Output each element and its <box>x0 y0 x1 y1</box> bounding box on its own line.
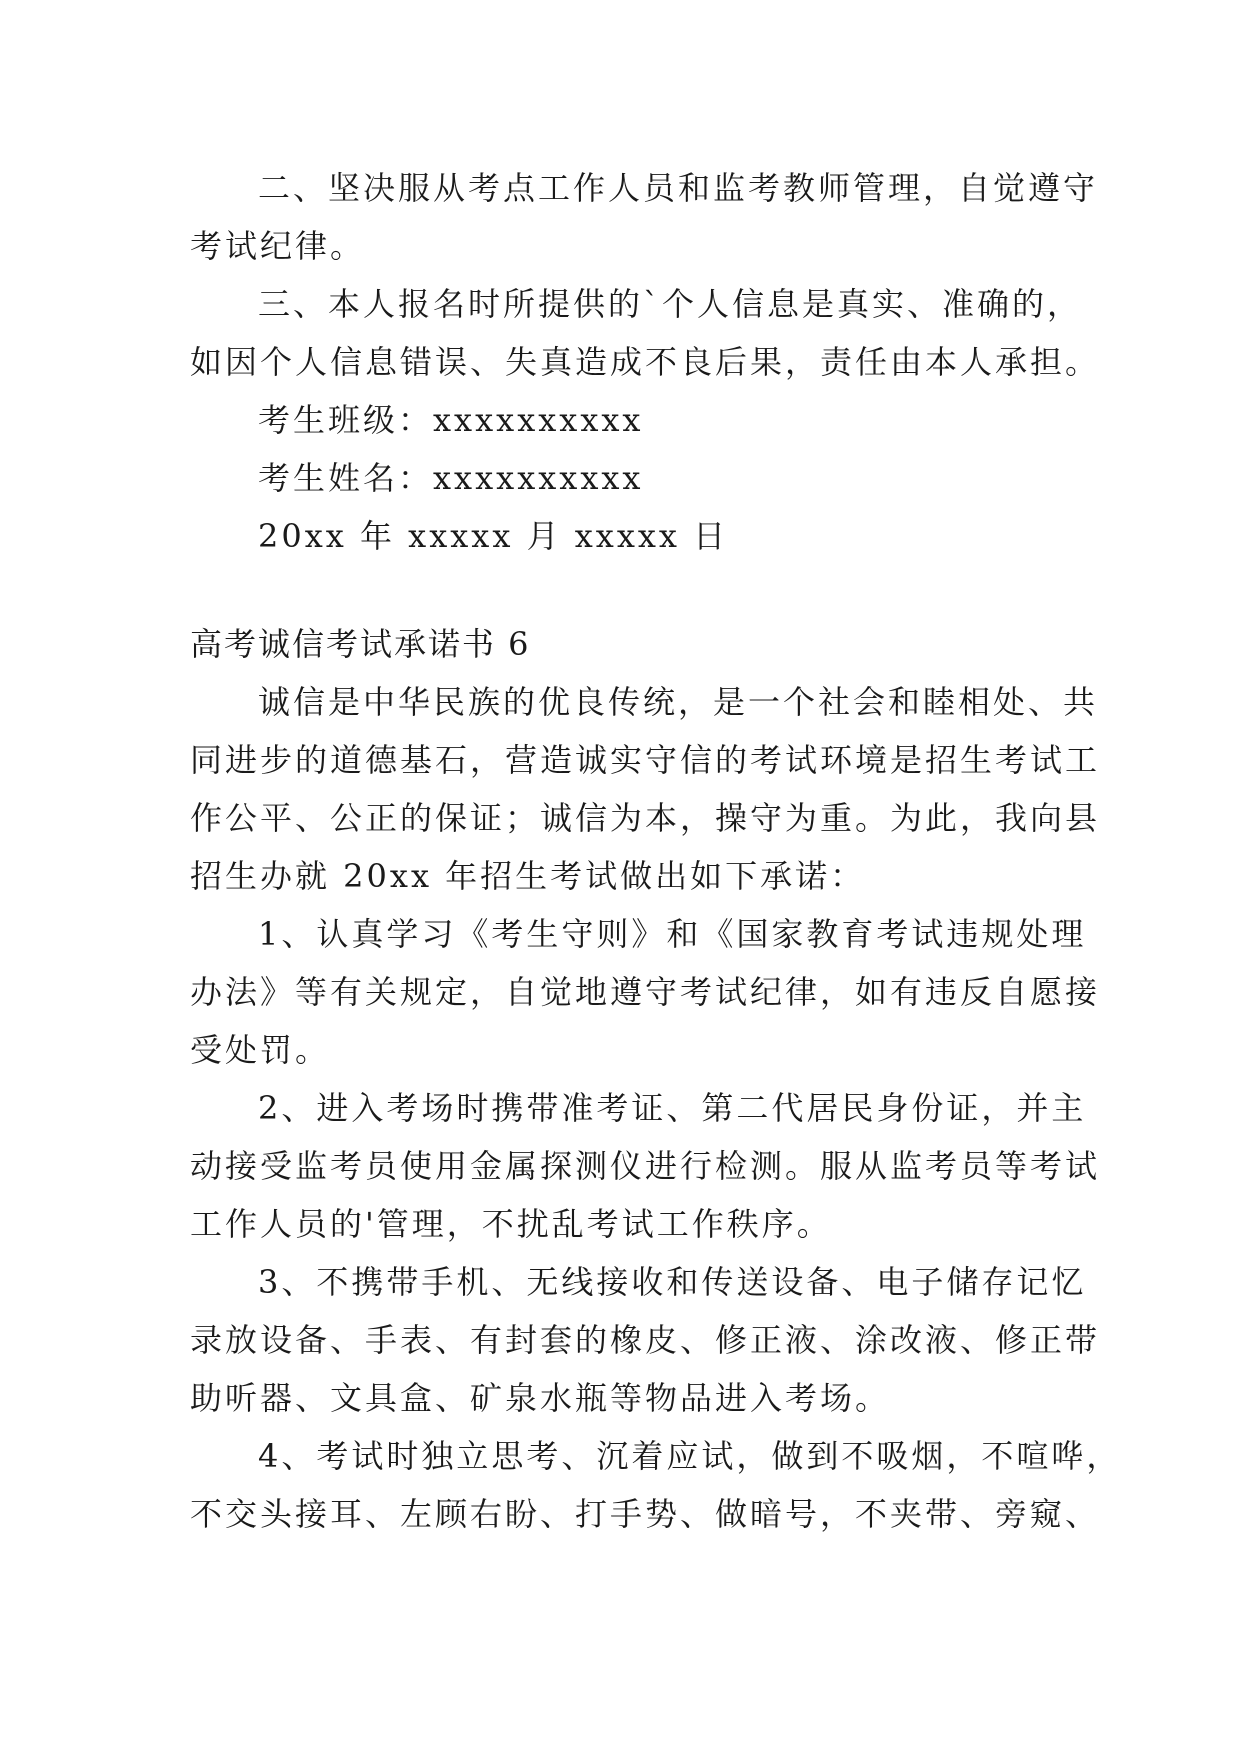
intro-line4: 招生办就 20xx 年招生考试做出如下承诺： <box>190 857 866 895</box>
item1-line1: 1、认真学习《考生守则》和《国家教育考试违规处理 <box>258 915 1087 953</box>
date-line: 20xx 年 xxxxx 月 xxxxx 日 <box>258 517 729 555</box>
prev-item2-line1: 二、坚决服从考点工作人员和监考教师管理，自觉遵守 <box>258 169 1099 207</box>
item1-line2: 办法》等有关规定，自觉地遵守考试纪律，如有违反自愿接 <box>190 973 1101 1011</box>
name-line: 考生姓名：xxxxxxxxxx <box>258 459 644 497</box>
item4-line1: 4、考试时独立思考、沉着应试，做到不吸烟，不喧哗， <box>258 1437 1122 1475</box>
item3-line1: 3、不携带手机、无线接收和传送设备、电子储存记忆 <box>258 1263 1087 1301</box>
item4-line2: 不交头接耳、左顾右盼、打手势、做暗号，不夹带、旁窥、 <box>190 1495 1101 1533</box>
item2-line3: 工作人员的'管理，不扰乱考试工作秩序。 <box>190 1205 832 1243</box>
intro-line2: 同进步的道德基石，营造诚实守信的考试环境是招生考试工 <box>190 741 1101 779</box>
item3-line3: 助听器、文具盒、矿泉水瓶等物品进入考场。 <box>190 1379 891 1417</box>
prev-item3-line2: 如因个人信息错误、失真造成不良后果，责任由本人承担。 <box>190 343 1101 381</box>
item2-line2: 动接受监考员使用金属探测仪进行检测。服从监考员等考试 <box>190 1147 1101 1185</box>
prev-item3-line1: 三、本人报名时所提供的`个人信息是真实、准确的， <box>258 285 1083 323</box>
class-line: 考生班级：xxxxxxxxxx <box>258 401 644 439</box>
prev-item2-line2: 考试纪律。 <box>190 227 366 265</box>
item3-line2: 录放设备、手表、有封套的橡皮、修正液、涂改液、修正带 <box>190 1321 1101 1359</box>
intro-line3: 作公平、公正的保证；诚信为本，操守为重。为此，我向县 <box>190 799 1101 837</box>
section-title: 高考诚信考试承诺书 6 <box>190 625 531 663</box>
item2-line1: 2、进入考场时携带准考证、第二代居民身份证，并主 <box>258 1089 1087 1127</box>
intro-line1: 诚信是中华民族的优良传统，是一个社会和睦相处、共 <box>258 683 1099 721</box>
item1-line3: 受处罚。 <box>190 1031 331 1069</box>
